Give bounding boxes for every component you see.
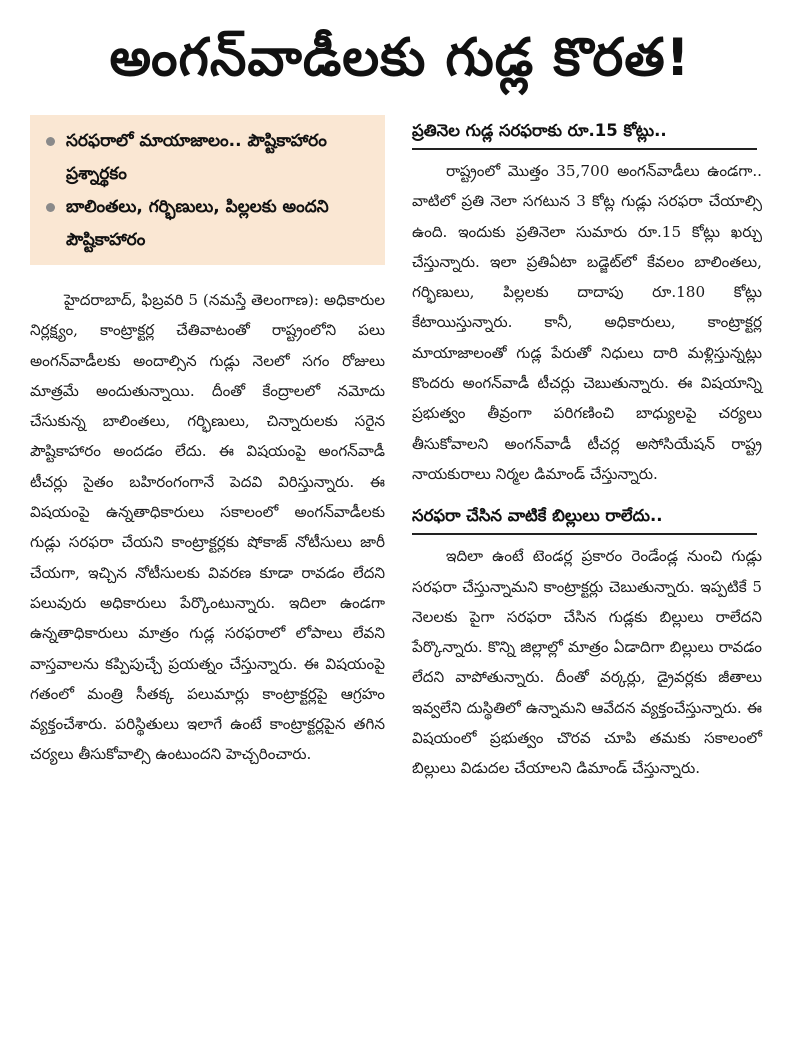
bullet-icon [46, 203, 55, 212]
heading-divider [412, 533, 757, 535]
article-headline: అంగన్‌వాడీలకు గుడ్ల కొరత! [109, 28, 691, 88]
section-paragraph: రాష్ట్రంలో మొత్తం 35,700 అంగన్‌వాడీలు ఉండగా.. వాటిలో ప్రతి నెలా సగటున 3 కోట్ల గుడ్లు సరఫరా చేయాల్సి ఉంది. ఇందుకు ప్రతినెలా సుమారు రూ.15 కోట్లు ఖర్చు చేస్తున్నారు. ఇలా ప్రతిఏటా బడ్జెట్‌లో కేవలం బాలింతలు, గర్భిణులు, పిల్లలకు దాదాపు రూ.180 కోట్లు కేటాయిస్తున్నారు. కానీ, అధికారులు, కాంట్రాక్టర్ల మాయాజాలంతో గుడ్ల పేరుతో నిధులు దారి మళ్లిస్తున్నట్లు కొందరు అంగన్‌వాడీ టీచర్లు చెబుతున్నారు. ఈ విషయాన్ని ప్రభుత్వం తీవ్రంగా పరిగణించి బాధ్యులపై చర్యలు తీసుకోవాలని అంగన్‌వాడీ టీచర్ల అసోసియేషన్ రాష్ట్ర నాయకురాలు నిర్మల డిమాండ్ చేస్తున్నారు. [412, 162, 762, 483]
heading-divider [412, 148, 757, 150]
section-paragraph: ఇదిలా ఉంటే టెండర్ల ప్రకారం రెండేండ్ల నుంచి గుడ్లు సరఫరా చేస్తున్నామని కాంట్రాక్టర్లు చెబుతున్నారు. ఇప్పటికే 5 నెలలకు పైగా సరఫరా చేసిన గుడ్లకు బిల్లులు రాలేదని పేర్కొన్నారు. కొన్ని జిల్లాల్లో మాత్రం ఏడాదిగా బిల్లులు రావడం లేదని వాపోతున్నారు. దీంతో వర్కర్లు, డ్రైవర్లకు జీతాలు ఇవ్వలేని దుస్థితిలో ఉన్నామని ఆవేదన వ్యక్తంచేస్తున్నారు. ఈ విషయంలో ప్రభుత్వం చొరవ చూపి తమకు సకాలంలో బిల్లులు విడుదల చేయాలని డిమాండ్ చేస్తున్నారు. [412, 547, 762, 778]
highlight-item [44, 191, 373, 257]
right-column [412, 118, 762, 784]
bullet-icon [46, 137, 55, 146]
section-heading: ప్రతినెల గుడ్ల సరఫరాకు రూ.15 కోట్లు.. [412, 121, 667, 140]
highlight-text: సరఫరాలో మాయాజాలం.. పౌష్టికాహారం ప్రశ్నార్థకం [66, 131, 327, 184]
intro-paragraph: హైదరాబాద్, ఫిబ్రవరి 5 (నమస్తే తెలంగాణ): అధికారుల నిర్లక్ష్యం, కాంట్రాక్టర్ల చేతివాటంతో రాష్ట్రంలోని పలు అంగన్‌వాడీలకు అందాల్సిన గుడ్లు నెలలో సగం రోజులు మాత్రమే అందుతున్నాయి. దీంతో కేంద్రాలలో నమోదు చేసుకున్న బాలింతలు, గర్భిణులు, చిన్నారులకు సరైన పౌష్టికాహారం అందడం లేదు. ఈ విషయంపై అంగన్‌వాడీ టీచర్లు సైతం బహిరంగంగానే పెదవి విరిస్తున్నారు. ఈ విషయంపై ఉన్నతాధికారులు సకాలంలో అంగన్‌వాడీలకు గుడ్లు సరఫరా చేయని కాంట్రాక్టర్లకు షోకాజ్ నోటీసులు జారీ చేయగా, ఇచ్చిన నోటీసులకు వివరణ కూడా రావడం లేదని పలువురు అధికారులు పేర్కొంటున్నారు. ఇదిలా ఉండగా ఉన్నతాధికారులు మాత్రం గుడ్ల సరఫరాలో లోపాలు లేవని వాస్తవాలను కప్పిపుచ్చే ప్రయత్నం చేస్తున్నారు. ఈ విషయంపై గతంలో మంత్రి సీతక్క పలుమార్లు కాంట్రాక్టర్లపై ఆగ్రహం వ్యక్తంచేశారు. పరిస్థితులు ఇలాగే ఉంటే కాంట్రాక్టర్లపైన తగిన చర్యలు తీసుకోవాల్సి ఉంటుందని హెచ్చరించారు. [30, 291, 385, 764]
highlight-text: బాలింతలు, గర్భిణులు, పిల్లలకు అందని పౌష్టికాహారం [66, 197, 329, 250]
highlight-item [44, 125, 373, 191]
left-column [30, 115, 385, 770]
highlights-box [30, 115, 385, 265]
section-heading: సరఫరా చేసిన వాటికే బిల్లులు రాలేదు.. [412, 506, 663, 526]
